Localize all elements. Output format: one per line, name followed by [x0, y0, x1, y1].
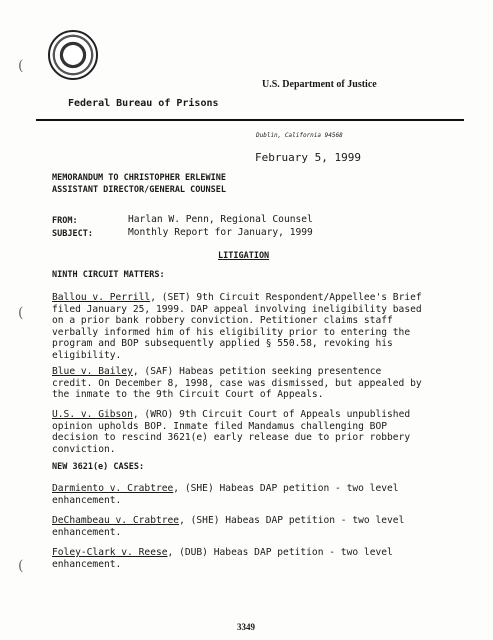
subject-value: Monthly Report for January, 1999 — [128, 227, 313, 238]
case-name: Darmiento v. Crabtree — [52, 483, 174, 494]
header-rule — [36, 119, 464, 121]
case-name: Ballou v. Perrill — [52, 292, 151, 303]
case-name: Blue v. Bailey — [52, 366, 133, 377]
case-entry — [52, 547, 472, 570]
case-name: U.S. v. Gibson — [52, 409, 133, 420]
case-description: , (DUB) Habeas DAP petition - two level enhancement. — [52, 547, 393, 570]
from-value: Harlan W. Penn, Regional Counsel — [128, 214, 313, 225]
case-description: , (SHE) Habeas DAP petition - two level enhancement. — [52, 515, 405, 538]
new-cases-heading: NEW 3621(e) CASES: — [52, 462, 145, 472]
case-entry — [52, 292, 472, 362]
bureau-name: Federal Bureau of Prisons — [68, 98, 219, 109]
case-description: , (WRO) 9th Circuit Court of Appeals unpublished opinion upholds BOP. Inmate filed Mandamus challenging BOP decision to rescind 3621(e) early release due to prior robbery conviction. — [52, 409, 411, 455]
margin-mark: ( — [18, 305, 24, 321]
margin-mark: ( — [18, 558, 24, 574]
from-label: FROM: — [52, 216, 78, 226]
case-entry — [52, 515, 472, 538]
department-name: U.S. Department of Justice — [262, 79, 377, 90]
case-entry — [52, 483, 472, 506]
case-description: , (SAF) Habeas petition seeking presentence credit. On December 8, 1998, case was dismissed, but appealed by the inmate to the 9th Circuit Court of Appeals. — [52, 366, 422, 401]
subject-label: SUBJECT: — [52, 229, 93, 239]
margin-mark: ( — [18, 58, 24, 74]
doj-seal — [48, 30, 98, 80]
section-title: LITIGATION — [218, 251, 270, 261]
ninth-circuit-heading: NINTH CIRCUIT MATTERS: — [52, 270, 165, 280]
case-description: , (SET) 9th Circuit Respondent/Appellee's Brief filed January 25, 1999. DAP appeal involving ineligibility based on a prior bank robbery conviction. Petitioner claims staff verbally informed him of his eligibility prior to entering the program and BOP subsequently applied § 550.58, revoking his eligibility. — [52, 292, 422, 361]
case-name: DeChambeau v. Crabtree — [52, 515, 180, 526]
case-entry — [52, 409, 472, 455]
case-name: Foley-Clark v. Reese — [52, 547, 168, 558]
case-description: , (SHE) Habeas DAP petition - two level enhancement. — [52, 483, 399, 506]
memo-to-line1: MEMORANDUM TO CHRISTOPHER ERLEWINE — [52, 173, 226, 183]
memo-to-line2: ASSISTANT DIRECTOR/GENERAL COUNSEL — [52, 185, 226, 195]
page-number: 3349 — [237, 622, 255, 632]
memo-date: February 5, 1999 — [255, 151, 361, 164]
address: Dublin, California 94568 — [256, 132, 343, 139]
case-entry — [52, 366, 472, 401]
